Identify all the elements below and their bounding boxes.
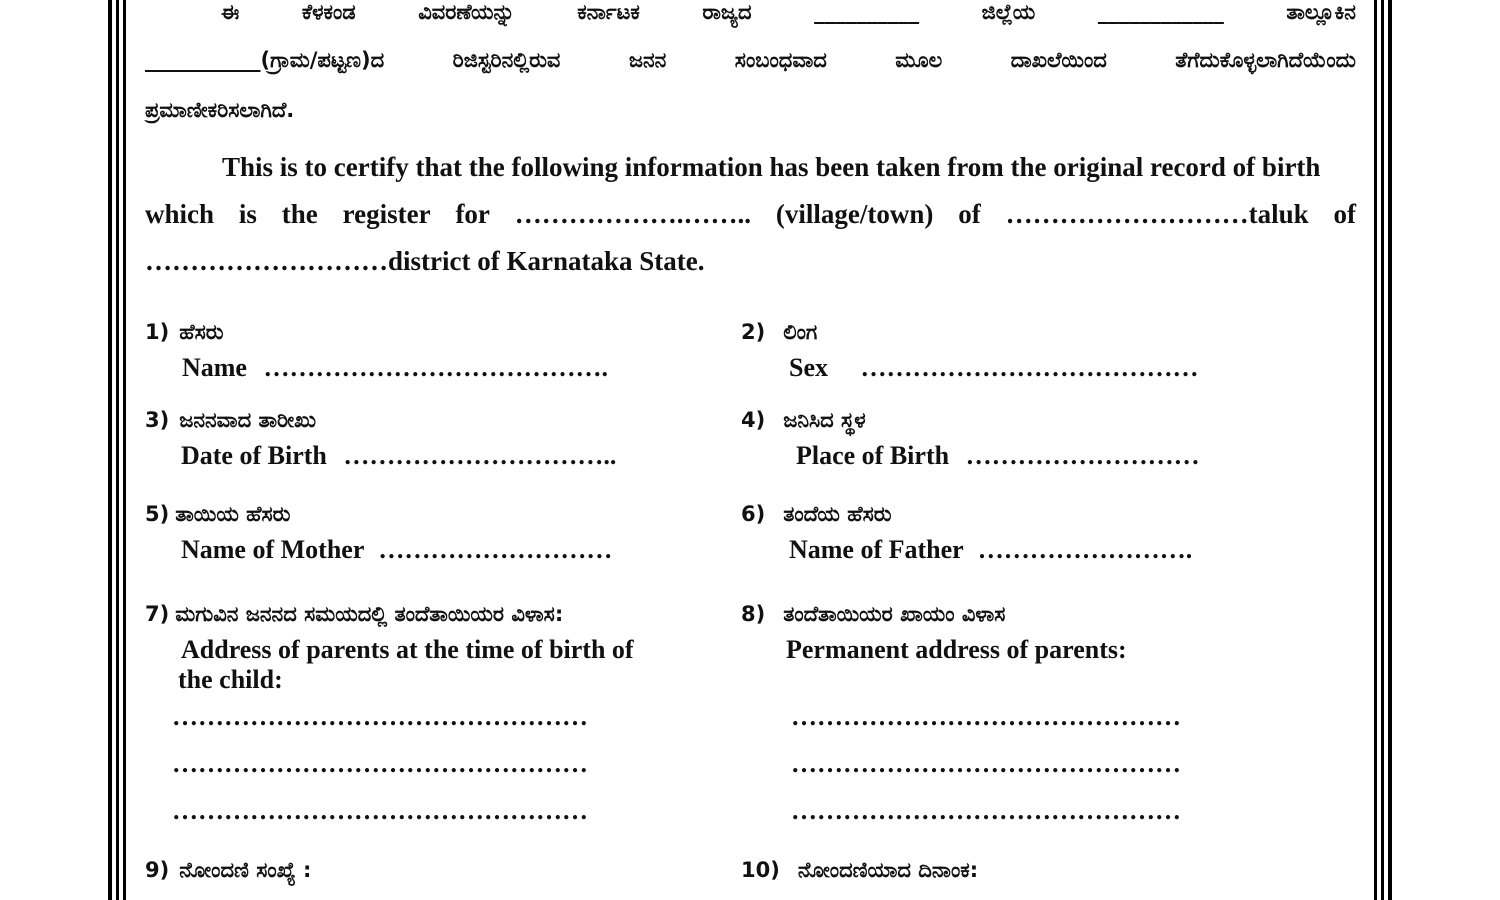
- kannada-label: ತಂದೆಯ ಹೆಸರು: [783, 502, 892, 526]
- k1-word: ವಿವರಣೆಯನ್ನು: [418, 0, 515, 24]
- english-label: [145, 353, 608, 383]
- district-blank: __________: [814, 0, 920, 24]
- permanent-address-line-2[interactable]: ………………………………………: [791, 749, 1181, 778]
- english-label: [741, 635, 1127, 665]
- english-label: [741, 535, 1192, 565]
- field-registration-number: [145, 858, 311, 883]
- e2-word: which: [145, 199, 215, 229]
- permanent-address-line-1[interactable]: ………………………………………: [791, 702, 1181, 731]
- address-birth-line-1[interactable]: …………………………………………: [172, 702, 588, 731]
- kannada-intro-line-3: [145, 98, 1356, 123]
- field-number: 2): [741, 320, 766, 344]
- field-address-birth-kannada: [145, 602, 634, 627]
- english-label-text: the child:: [178, 665, 283, 694]
- pob-fill-line[interactable]: ………………………: [965, 441, 1200, 470]
- field-sex: [741, 320, 1199, 383]
- english-label-text: Name of Father: [789, 535, 964, 564]
- english-label-text: Sex: [789, 353, 828, 382]
- english-label-text: Name of Mother: [181, 535, 364, 564]
- field-regno-kannada: [145, 858, 311, 883]
- k2-word: ಮೂಲ: [895, 48, 943, 72]
- e2-word: for: [455, 199, 490, 229]
- kannada-intro-line-2: [145, 48, 1356, 73]
- kannada-label: ಹೆಸರು: [179, 320, 224, 344]
- kannada-label: ನೋಂದಣಿ ಸಂಖ್ಯೆ :: [179, 858, 312, 882]
- field-name-kannada: [145, 320, 608, 345]
- kannada-label: ಜನಿಸಿದ ಸ್ಥಳ: [783, 408, 866, 432]
- field-place-of-birth: [741, 408, 1200, 471]
- field-number: 8): [741, 602, 766, 626]
- e1-text: This is to certify that the following information has been taken from the original record of birth: [222, 152, 1321, 182]
- english-label-text: Place of Birth: [796, 441, 950, 470]
- field-number: 7): [145, 602, 170, 626]
- taluk-dots: ………………………taluk: [1005, 199, 1309, 229]
- field-mother-kannada: [145, 502, 612, 527]
- field-father-name: [741, 502, 1192, 565]
- field-name: [145, 320, 608, 383]
- k2-word: ಸಂಬಂಧವಾದ: [734, 48, 827, 72]
- village-dots: ……………….……..: [514, 199, 752, 229]
- english-label: [741, 353, 1199, 383]
- k1-word: ಕರ್ನಾಟಕ: [577, 0, 640, 24]
- e2-word: of: [958, 199, 981, 229]
- english-intro-line-2: [145, 199, 1356, 230]
- field-dob-kannada: [145, 408, 616, 433]
- field-father-kannada: [741, 502, 1192, 527]
- field-number: 10): [741, 858, 780, 882]
- name-fill-line[interactable]: ………………………………….: [263, 353, 608, 382]
- english-label: [145, 441, 616, 471]
- english-intro-line-3: [145, 246, 1356, 277]
- k1-word: ಕೆಳಕಂಡ: [301, 0, 356, 24]
- k1-word: ತಾಲ್ಲೂಕಿನ: [1286, 0, 1356, 24]
- field-permanent-kannada: [741, 602, 1127, 627]
- e2-word: of: [1333, 199, 1356, 229]
- kannada-label: ನೋಂದಣಿಯಾದ ದಿನಾಂಕ:: [797, 858, 979, 882]
- kannada-label: ತಾಯಿಯ ಹೆಸರು: [175, 502, 291, 526]
- k2-word: ದಾಖಲೆಯಿಂದ: [1010, 48, 1107, 72]
- field-regdate-kannada: [741, 858, 978, 883]
- k2-word: ರಿಜಿಸ್ಟರಿನಲ್ಲಿರುವ: [452, 48, 561, 72]
- english-label-cont: [145, 665, 634, 695]
- village-blank: ___________(ಗ್ರಾಮ/ಪಟ್ಟಣ)ದ: [145, 48, 385, 72]
- english-label-text: Name: [182, 353, 247, 382]
- mother-fill-line[interactable]: ………………………: [378, 535, 613, 564]
- k1-word: ರಾಜ್ಯದ: [702, 0, 752, 24]
- kannada-label: ತಂದೆತಾಯಿಯರ ಖಾಯಂ ವಿಳಾಸ: [783, 602, 1006, 626]
- taluk-blank: ____________: [1097, 0, 1224, 24]
- e2-word: is: [238, 199, 257, 229]
- e2-word: the: [281, 199, 318, 229]
- field-date-of-birth: [145, 408, 616, 471]
- field-pob-kannada: [741, 408, 1200, 433]
- address-birth-line-2[interactable]: …………………………………………: [172, 749, 588, 778]
- kannada-intro-line-1: [145, 0, 1356, 25]
- english-label: [145, 635, 634, 665]
- dob-fill-line[interactable]: …………………………..: [343, 441, 617, 470]
- address-birth-line-3[interactable]: …………………………………………: [172, 796, 588, 825]
- field-sex-kannada: [741, 320, 1199, 345]
- english-label: [741, 441, 1200, 471]
- e2-word: (village/town): [775, 199, 934, 229]
- field-address-at-birth: [145, 602, 634, 695]
- e3-text: ………………………district of Karnataka State.: [145, 246, 705, 276]
- field-number: 9): [145, 858, 170, 882]
- field-number: 5): [145, 502, 170, 526]
- english-label-text: Address of parents at the time of birth of: [181, 635, 634, 664]
- sex-fill-line[interactable]: …………………………………: [860, 353, 1199, 382]
- left-double-border: [108, 0, 126, 900]
- english-intro-line-1: [145, 152, 1356, 183]
- k2-word: ತೆಗೆದುಕೊಳ್ಳಲಾಗಿದೆಯೆಂದು: [1175, 48, 1356, 72]
- right-double-border: [1374, 0, 1392, 900]
- k1-word: ಈ: [221, 0, 240, 24]
- english-label: [145, 535, 612, 565]
- field-number: 1): [145, 320, 170, 344]
- k3-text: ಪ್ರಮಾಣೀಕರಿಸಲಾಗಿದೆ.: [145, 98, 295, 122]
- field-permanent-address: [741, 602, 1127, 665]
- k1-word: ಜಿಲ್ಲೆಯ: [981, 0, 1036, 24]
- e2-word: register: [342, 199, 431, 229]
- certificate-body: [145, 0, 1356, 900]
- english-label-text: Permanent address of parents:: [786, 635, 1127, 664]
- field-number: 3): [145, 408, 170, 432]
- field-number: 4): [741, 408, 766, 432]
- kannada-label: ಮಗುವಿನ ಜನನದ ಸಮಯದಲ್ಲಿ ತಂದೆತಾಯಿಯರ ವಿಳಾಸ:: [175, 602, 564, 626]
- english-label-text: Date of Birth: [181, 441, 327, 470]
- permanent-address-line-3[interactable]: ………………………………………: [791, 796, 1181, 825]
- kannada-label: ಜನನವಾದ ತಾರೀಖು: [179, 408, 317, 432]
- kannada-label: ಲಿಂಗ: [783, 320, 818, 344]
- k2-word: ಜನನ: [628, 48, 667, 72]
- field-registration-date: [741, 858, 978, 883]
- field-mother-name: [145, 502, 612, 565]
- father-fill-line[interactable]: …………………….: [977, 535, 1193, 564]
- field-number: 6): [741, 502, 766, 526]
